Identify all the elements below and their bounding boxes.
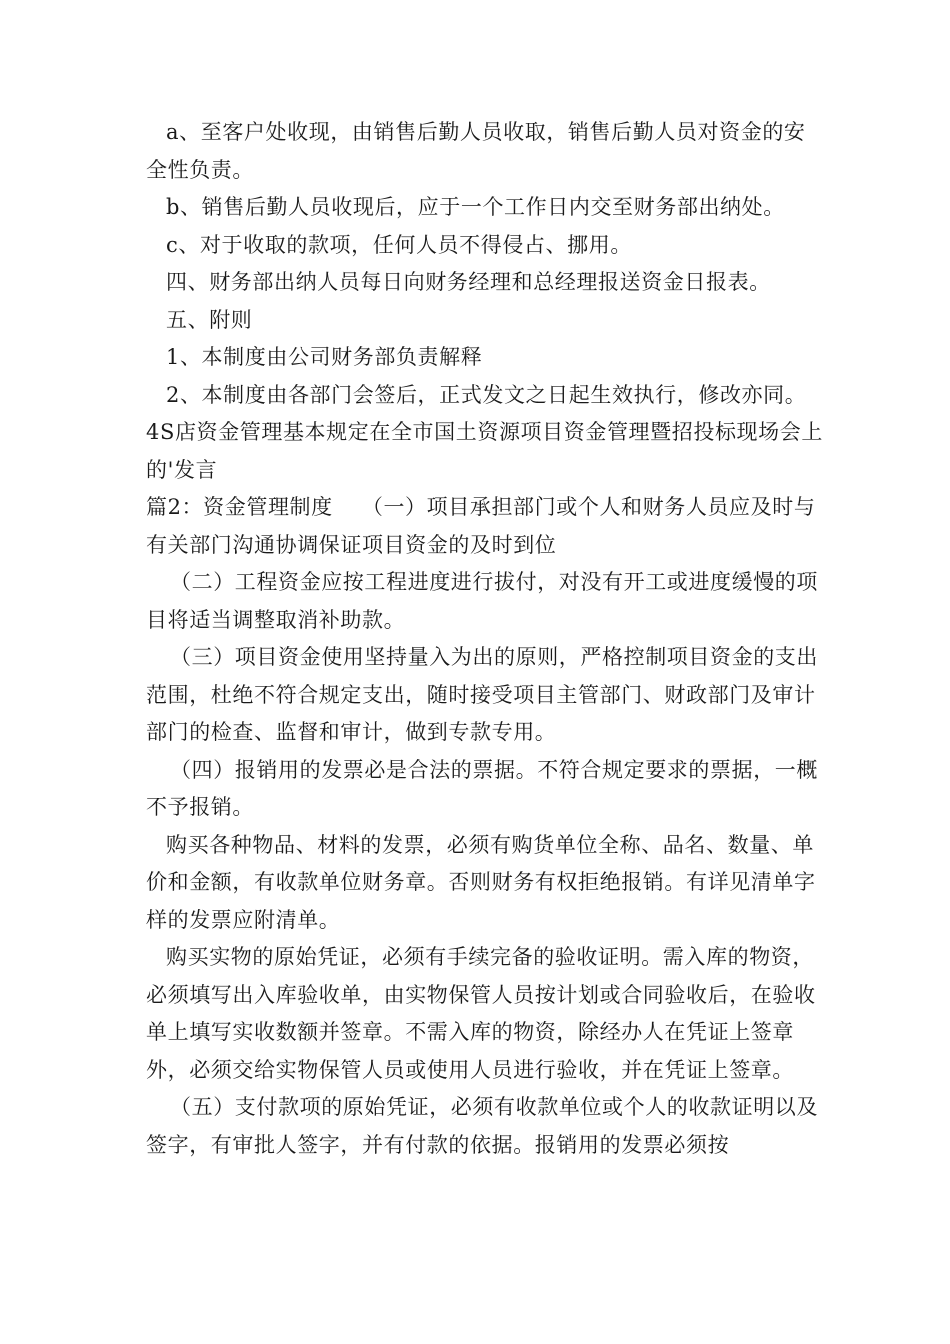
paragraph-b-deposit: b、销售后勤人员收现后，应于一个工作日内交至财务部出纳处。 [166,195,785,219]
paragraph-physical-goods: 购买实物的原始凭证，必须有手续完备的验收证明。需入库的物资，必须填写出入库验收单，由实物保管人员按计划或合同验收后，在验收单上填写实收数额并签章。不需入库的物资，除经办人在凭证上签章外，必须交给实物保管人员或使用人员进行验收，并在凭证上签章。 [146,945,816,1082]
paragraph-item-4: （四）报销用的发票必是合法的票据。不符合规定要求的票据，一概不予报销。 [146,757,818,819]
paragraph-purchase-invoices: 购买各种物品、材料的发票，必须有购货单位全称、品名、数量、单价和金额，有收款单位财务章。否则财务有权拒绝报销。有详见清单字样的发票应附清单。 [146,832,816,932]
paragraph-speech-title: 4S店资金管理基本规定在全市国土资源项目资金管理暨招投标现场会上的'发言 [146,420,823,482]
paragraph-rule-2: 2、本制度由各部门会签后，正式发文之日起生效执行，修改亦同。 [166,382,807,407]
paragraph-a-collection: a、至客户处收现，由销售后勤人员收取，销售后勤人员对资金的安全性负责。 [146,120,806,182]
paragraph-section-four: 四、财务部出纳人员每日向财务经理和总经理报送资金日报表。 [166,270,771,294]
paragraph-item-5: （五）支付款项的原始凭证，必须有收款单位或个人的收款证明以及签字，有审批人签字，并有付款的依据。报销用的发票必须按 [146,1095,818,1157]
paragraph-item-3: （三）项目资金使用坚持量入为出的原则，严格控制项目资金的支出范围，杜绝不符合规定支出，随时接受项目主管部门、财政部门及审计部门的检查、监督和审计，做到专款专用。 [146,645,818,744]
heading-section-five: 五、附则 [166,307,253,332]
paragraph-rule-1: 1、本制度由公司财务部负责解释 [166,345,483,369]
paragraph-article-2: 篇2：资金管理制度 （一）项目承担部门或个人和财务人员应及时与有关部门沟通协调保证项目资金的及时到位 [146,495,816,557]
document-body [146,114,826,1164]
paragraph-c-misuse: c、对于收取的款项，任何人员不得侵占、挪用。 [166,232,632,257]
paragraph-item-2: （二）工程资金应按工程进度进行拔付，对没有开工或进度缓慢的项目将适当调整取消补助款。 [146,570,818,632]
